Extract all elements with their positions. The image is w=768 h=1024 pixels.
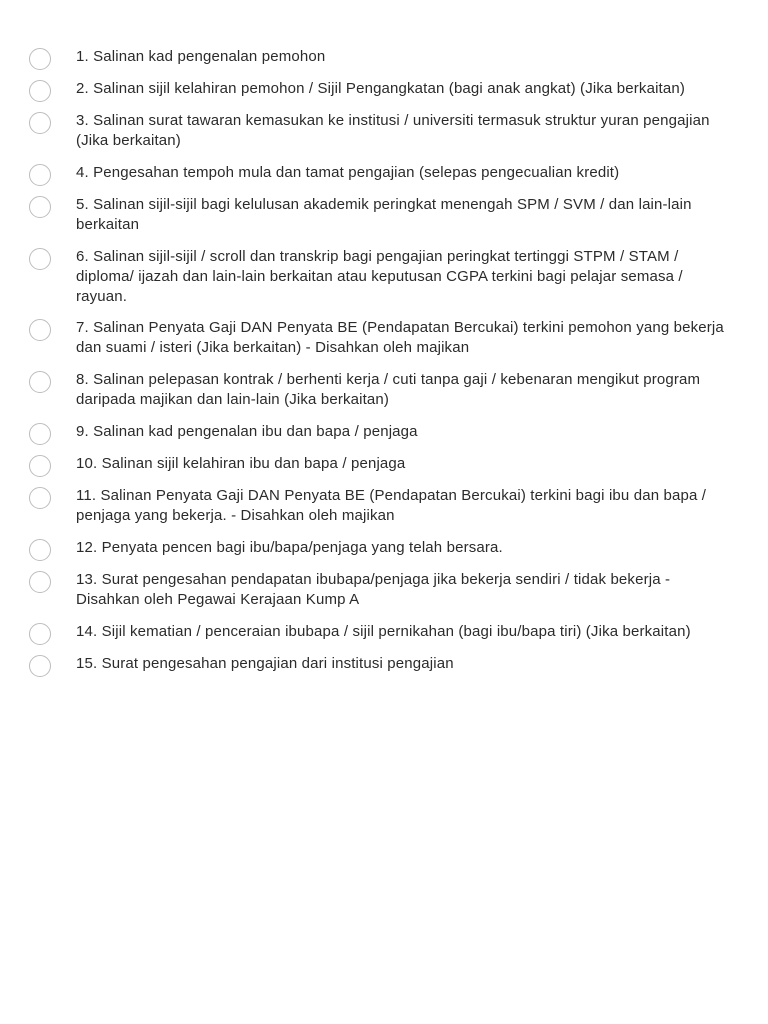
item-label-14: 14. Sijil kematian / penceraian ibubapa / sijil pernikahan (bagi ibu/bapa tiri) (Jika berkaitan) (76, 623, 691, 640)
item-label-13: 13. Surat pengesahan pendapatan ibubapa/penjaga jika bekerja sendiri / tidak bekerja - Disahkan oleh Pegawai Kerajaan Kump A (76, 571, 671, 608)
item-label-10: 10. Salinan sijil kelahiran ibu dan bapa / penjaga (76, 455, 406, 472)
checkbox-item-4[interactable] (29, 164, 51, 186)
checkbox-item-1[interactable] (29, 48, 51, 70)
checkbox-item-12[interactable] (29, 539, 51, 561)
checkbox-item-9[interactable] (29, 423, 51, 445)
item-label-6: 6. Salinan sijil-sijil / scroll dan transkrip bagi pengajian peringkat tertinggi STPM / STAM / diploma/ ijazah dan lain-lain berkaitan atau keputusan CGPA terkini bagi pelajar semasa / rayuan. (76, 248, 683, 305)
item-label-4: 4. Pengesahan tempoh mula dan tamat pengajian (selepas pengecualian kredit) (76, 164, 620, 181)
checkbox-item-8[interactable] (29, 371, 51, 393)
item-label-2: 2. Salinan sijil kelahiran pemohon / Sijil Pengangkatan (bagi anak angkat) (Jika berkaitan) (76, 80, 685, 97)
item-label-9: 9. Salinan kad pengenalan ibu dan bapa / penjaga (76, 423, 418, 440)
checkbox-item-5[interactable] (29, 196, 51, 218)
item-label-15: 15. Surat pengesahan pengajian dari institusi pengajian (76, 655, 454, 672)
checkbox-item-2[interactable] (29, 80, 51, 102)
checkbox-item-11[interactable] (29, 487, 51, 509)
checkbox-item-3[interactable] (29, 112, 51, 134)
checkbox-item-6[interactable] (29, 248, 51, 270)
item-label-3: 3. Salinan surat tawaran kemasukan ke institusi / universiti termasuk struktur yuran pengajian (Jika berkaitan) (76, 112, 710, 149)
item-label-8: 8. Salinan pelepasan kontrak / berhenti kerja / cuti tanpa gaji / kebenaran mengikut program daripada majikan dan lain-lain (Jika berkaitan) (76, 371, 701, 408)
checkbox-item-13[interactable] (29, 571, 51, 593)
checkbox-item-15[interactable] (29, 655, 51, 677)
checkbox-item-14[interactable] (29, 623, 51, 645)
item-label-12: 12. Penyata pencen bagi ibu/bapa/penjaga yang telah bersara. (76, 539, 503, 556)
item-label-7: 7. Salinan Penyata Gaji DAN Penyata BE (Pendapatan Bercukai) terkini pemohon yang bekerja dan suami / isteri (Jika berkaitan) - Disahkan oleh majikan (76, 319, 724, 356)
checkbox-item-7[interactable] (29, 319, 51, 341)
item-label-11: 11. Salinan Penyata Gaji DAN Penyata BE (Pendapatan Bercukai) terkini bagi ibu dan bapa / penjaga yang bekerja. - Disahkan oleh majikan (76, 487, 707, 524)
item-label-5: 5. Salinan sijil-sijil bagi kelulusan akademik peringkat menengah SPM / SVM / dan lain-lain berkaitan (76, 196, 692, 233)
item-label-1: 1. Salinan kad pengenalan pemohon (76, 48, 326, 65)
checkbox-item-10[interactable] (29, 455, 51, 477)
